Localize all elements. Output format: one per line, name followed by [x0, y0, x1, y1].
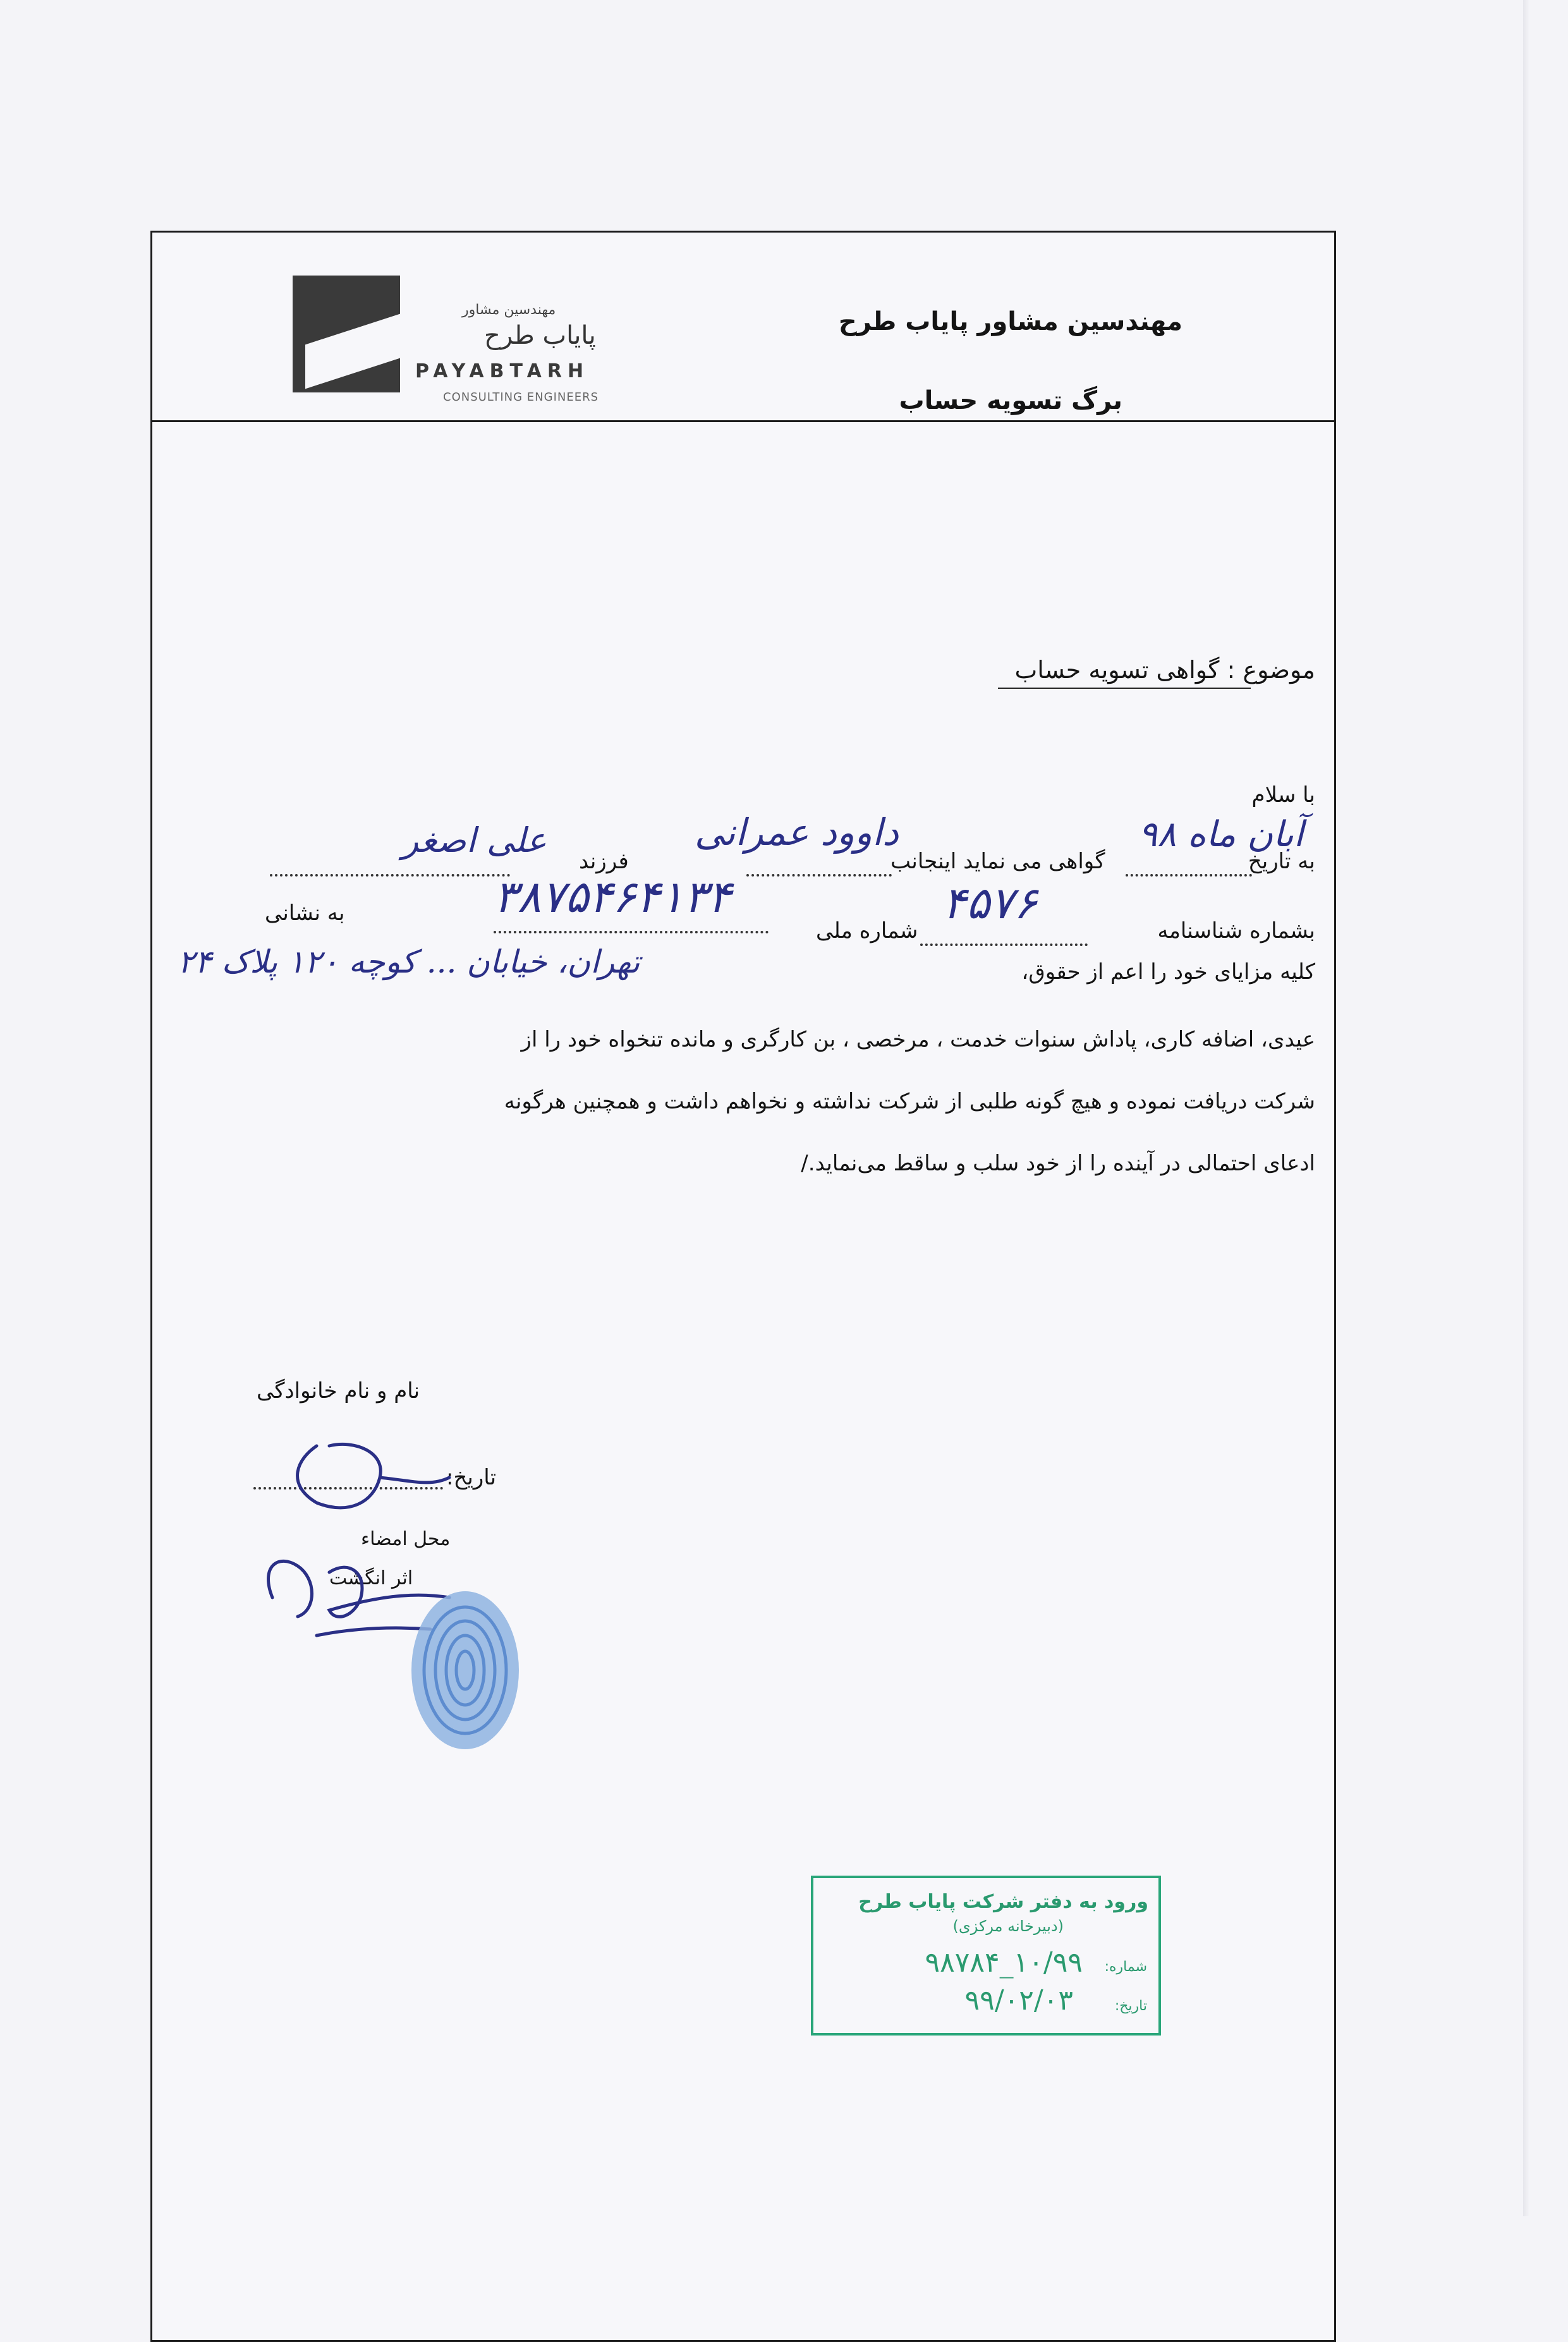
name-handwritten: داوود عمرانی [695, 811, 899, 854]
subject-underline [998, 688, 1251, 689]
logo-mark-icon [293, 276, 400, 392]
id-handwritten: ۴۵۷۶ [942, 877, 1038, 929]
company-name: مهندسین مشاور پایاب طرح [838, 307, 1182, 336]
form-title: برگ تسویه حساب [899, 386, 1122, 415]
address-label: به نشانی [265, 901, 345, 926]
page-edge [1523, 0, 1529, 2216]
office-entry-stamp [811, 1876, 1161, 2036]
line5: شرکت دریافت نموده و هیچ گونه طلبی از شرکت نداشته و نخواهم داشت و همچنین هرگونه [504, 1089, 1315, 1114]
father-field-dots [270, 874, 510, 877]
line1-certify: گواهی می نماید اینجانب [890, 849, 1105, 874]
stamp-line1: ورود به دفتر شرکت پایاب طرح [858, 1891, 1148, 1913]
national-field-dots [494, 931, 769, 933]
stamp-number-value: ۱۰/۹۹_۹۸۷۸۴ [925, 1946, 1083, 1979]
logo-fa-name: پایاب طرح [484, 321, 596, 350]
date-handwritten: آبان ماه ۹۸ [1138, 814, 1304, 855]
stamp-date-label: تاریخ: [1114, 1998, 1147, 2014]
line4: عیدی، اضافه کاری، پاداش سنوات خدمت ، مرخصی ، بن کارگری و مانده تنخواه خود را از [521, 1027, 1315, 1052]
stamp-date-value: ۹۹/۰۲/۰۳ [964, 1984, 1073, 2017]
address-handwritten: تهران، خیابان ... کوچه ۱۲۰ پلاک ۲۴ [178, 943, 640, 980]
national-handwritten: ۳۸۷۵۴۶۴۱۳۴ [494, 871, 731, 923]
name-field-dots [746, 874, 892, 877]
subject: موضوع : گواهی تسویه حساب [1014, 656, 1315, 684]
form-frame [150, 231, 1336, 2342]
logo-en-sub: CONSULTING ENGINEERS [443, 391, 599, 404]
sign-label: محل امضاء [361, 1528, 451, 1550]
id-label: بشماره شناسنامه [1157, 918, 1315, 943]
logo-en-name: PAYABTARH [415, 360, 590, 382]
stamp-number-label: شماره: [1104, 1959, 1147, 1975]
line1-prefix: به تاریخ [1248, 849, 1315, 874]
father-handwritten: علی اصغر [402, 820, 547, 860]
finger-label: اثر انگشت [329, 1567, 413, 1589]
greeting: با سلام [1251, 782, 1315, 808]
date-field-dots [1126, 874, 1252, 877]
stamp-line2: (دبیرخانه مرکزی) [952, 1917, 1064, 1935]
logo-fa-small: مهندسین مشاور [462, 302, 556, 318]
header-divider [152, 420, 1334, 422]
line3-tail: کلیه مزایای خود را اعم از حقوق، [1021, 959, 1315, 985]
id-field-dots [920, 943, 1088, 946]
line1-child: فرزند [579, 849, 629, 874]
footer-date-label: تاریخ: [446, 1465, 497, 1490]
line6: ادعای احتمالی در آینده را از خود سلب و ساقط می‌نماید./ [801, 1151, 1315, 1176]
name-label: نام و نام خانوادگی [257, 1378, 420, 1404]
fingerprint [402, 1582, 528, 1759]
national-label: شماره ملی [816, 918, 918, 943]
